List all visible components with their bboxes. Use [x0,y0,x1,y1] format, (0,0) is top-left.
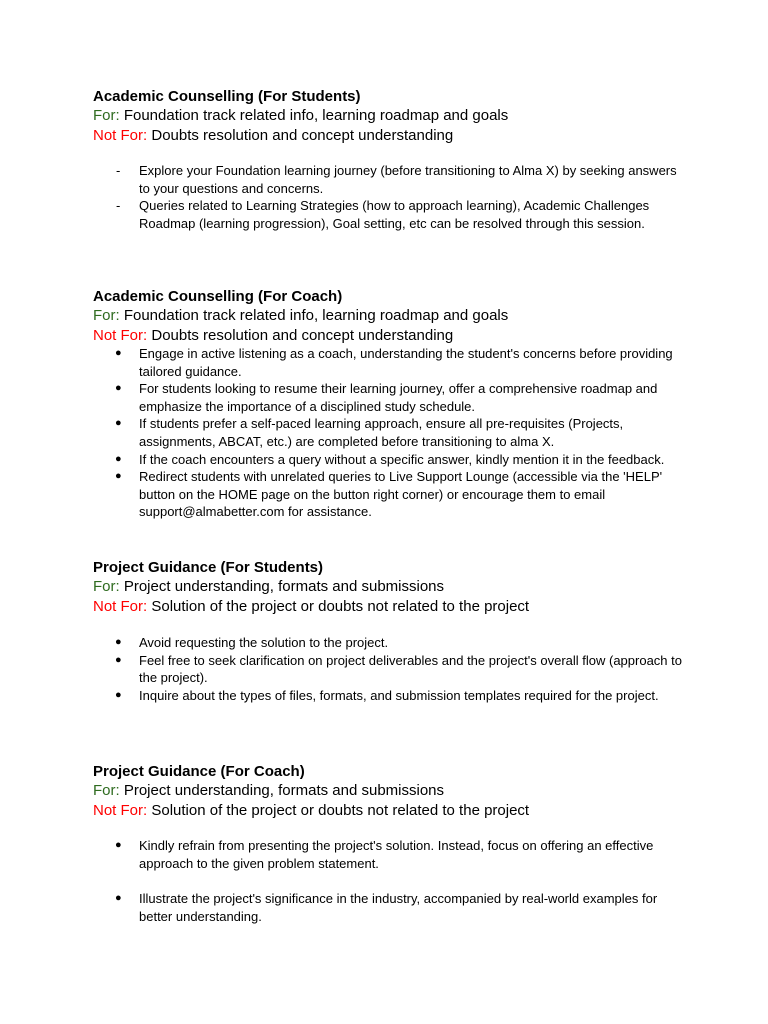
section-heading: Project Guidance (For Students) [93,559,324,576]
bullet-marker: ● [115,470,122,483]
list-item-text: Avoid requesting the solution to the project. [139,635,389,650]
for-line [93,106,683,126]
not-for-text: Solution of the project or doubts not related to the project [147,801,530,819]
dash-marker: - [116,198,121,214]
list-item-text: For students looking to resume their learning journey, offer a comprehensive roadmap and emphasize the importance of a disciplined study schedule. [139,381,658,414]
item-list [93,837,683,925]
section-heading: Project Guidance (For Coach) [93,763,305,780]
list-item-text: Feel free to seek clarification on project deliverables and the project's overall flow (approach to the project). [139,652,682,686]
not-for-line [93,597,683,617]
section-project-guidance-students [93,558,683,704]
list-item [93,837,683,872]
for-line [93,306,683,326]
list-item-text: Explore your Foundation learning journey (before transitioning to Alma X) by seeking answers to your questions and concerns. [139,163,677,196]
list-item [93,162,683,197]
not-for-label: Not For: [93,126,148,144]
list-item [93,345,683,380]
list-item-text: If the coach encounters a query without a specific answer, kindly mention it in the feedback. [139,451,665,467]
list-item-text: Engage in active listening as a coach, understanding the student's concerns before providing tailored guidance. [139,346,673,379]
list-item [93,468,683,521]
item-list [93,345,683,521]
not-for-label: Not For: [93,597,148,615]
not-for-line [93,126,683,146]
for-line [93,577,683,597]
bullet-marker: ● [115,653,122,666]
section-heading: Academic Counselling (For Coach) [93,288,343,305]
for-label: For: [93,107,120,124]
for-text: Project understanding, formats and submissions [119,578,445,595]
bullet-marker: ● [115,417,122,430]
not-for-line [93,326,683,346]
not-for-line [93,801,683,821]
list-item-text: Illustrate the project's significance in the industry, accompanied by real-world examples for better understanding. [139,891,658,924]
for-line [93,781,683,801]
list-item-text: If students prefer a self-paced learning approach, ensure all pre-requisites (Projects, assignments, ABCAT, etc.) are completed before transitioning to alma X. [139,416,624,449]
list-item [93,687,683,705]
list-item-text: Kindly refrain from presenting the project's solution. Instead, focus on offering an effective approach to the given problem statement. [139,838,654,871]
not-for-text: Solution of the project or doubts not related to the project [147,597,530,615]
bullet-marker: ● [115,839,122,851]
for-text: Foundation track related info, learning roadmap and goals [119,307,509,324]
dash-marker: - [116,163,121,178]
not-for-text: Doubts resolution and concept understanding [147,126,454,144]
section-project-guidance-coach [93,762,683,925]
list-item-text: Redirect students with unrelated queries to Live Support Lounge (accessible via the 'HELP' button on the HOME page on the button right corner) or encourage them to email support@almabetter.com for assistance. [139,469,663,520]
list-item [93,197,683,232]
bullet-marker: ● [115,688,122,701]
list-item [93,634,683,652]
bullet-marker: ● [115,452,122,465]
item-list [93,162,683,232]
for-label: For: [93,782,120,799]
not-for-label: Not For: [93,326,148,344]
bullet-marker: ● [115,347,122,359]
list-item [93,380,683,415]
for-label: For: [93,578,120,595]
section-heading: Academic Counselling (For Students) [93,88,361,105]
list-item [93,890,683,925]
bullet-marker: ● [115,382,122,395]
item-list [93,634,683,704]
section-academic-counselling-coach [93,287,683,521]
not-for-text: Doubts resolution and concept understanding [147,326,454,344]
for-label: For: [93,307,120,324]
list-item [93,415,683,450]
list-item [93,652,683,687]
for-text: Foundation track related info, learning roadmap and goals [119,107,509,124]
list-item [93,451,683,469]
not-for-label: Not For: [93,801,148,819]
bullet-marker: ● [115,636,122,648]
list-item-text: Inquire about the types of files, formats, and submission templates required for the project. [139,687,659,703]
for-text: Project understanding, formats and submissions [119,782,445,799]
bullet-marker: ● [115,892,122,905]
list-item-text: Queries related to Learning Strategies (how to approach learning), Academic Challenges Roadmap (learning progression), Goal setting, etc can be resolved through this session. [139,198,650,231]
section-academic-counselling-students [93,87,683,232]
